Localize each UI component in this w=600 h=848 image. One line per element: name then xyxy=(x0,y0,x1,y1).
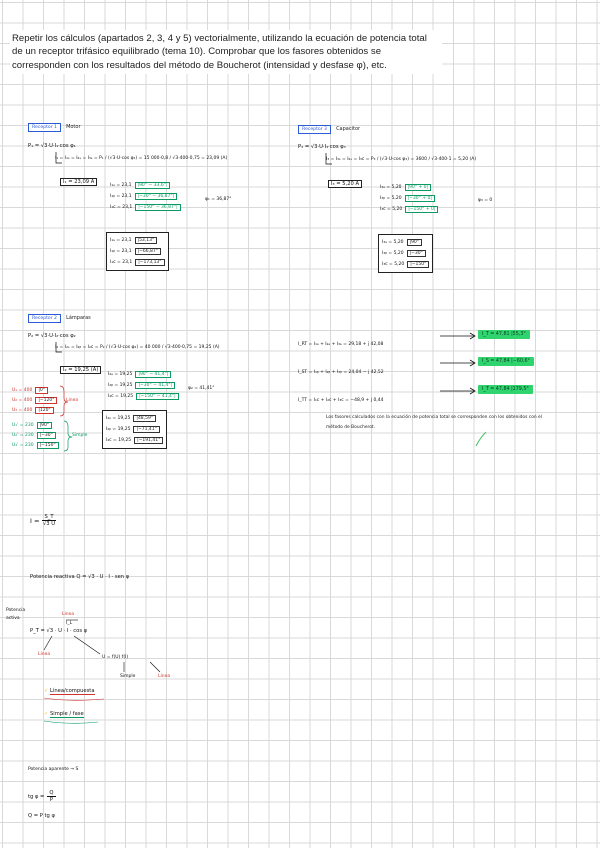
voltage-angle: |−120° xyxy=(35,397,57,404)
active-power-formula: P_T = √3 · U · I · cos φ xyxy=(30,628,88,634)
phasor-angle: |−30° − 36,87°| xyxy=(135,193,178,200)
voltage-name: U₁' = 230 xyxy=(12,422,34,428)
current-formula-num: S_T xyxy=(44,514,54,520)
phasor-angle: |−150° − 41,4°| xyxy=(136,393,179,400)
receptor-1-current-formula: I₁ = I₁ₛ = I₂ₛ = I₃ₛ = P₁ / (√3·U·cos φ₁) = 15 000·0,8 / √3·400·0,75 = 23,09 (A) xyxy=(55,156,228,161)
voltage-angle: |−150° xyxy=(37,442,59,449)
phasor-name: I₃ₐ = 5,20 xyxy=(380,185,402,190)
voltage-name: U₂' = 230 xyxy=(12,432,34,438)
final-name: I₃ᵦ = 5,20 xyxy=(382,251,404,256)
final-angle: |53,13° xyxy=(135,237,158,244)
receptor-2-label: Lámparas xyxy=(66,315,91,321)
final-name: I₃ₐ = 5,20 xyxy=(382,240,404,245)
phasor-name: I₂ₐ = 19,25 xyxy=(108,372,133,377)
active-note-il: I_L xyxy=(66,621,73,626)
voltage-angle: |0° xyxy=(35,387,48,394)
final-name: I₂ᵦ = 19,25 xyxy=(106,427,131,432)
receptor-2-result: I₂ = 19,25 (A) xyxy=(60,366,101,374)
final-angle: |−191,41° xyxy=(134,437,163,444)
receptor-2-power-formula: P₂ = √3·U·I₂·cos φ₂ xyxy=(28,333,76,339)
voltage-angle: |−30° xyxy=(37,432,56,439)
receptor-2-current-formula: I₂ = I₂ₛ = I₂ᵦ = I₂ᴄ = P₂ / (√3·U·cos φ₂) = 40 000 / √3·400·0,75 = 19,25 (A) xyxy=(55,345,220,350)
voltage-name: U₃ = 400 xyxy=(12,407,33,413)
final-name: I₂ₐ = 19,25 xyxy=(106,416,131,421)
line-brace-label: Línea xyxy=(66,398,79,403)
voltage-angle: |90° xyxy=(37,422,53,429)
tg-den: P xyxy=(49,797,54,803)
final-name: I₁ᵦ = 23,1 xyxy=(110,249,132,254)
phasor-name: I₁ₐ = 23,1 xyxy=(110,183,132,188)
phasor-angle: |−150° − 36,87°| xyxy=(135,204,180,211)
tg-num: Q xyxy=(49,790,54,796)
active-power-label: Potencia activa xyxy=(6,608,26,621)
receptor-1-label: Motor xyxy=(66,124,81,130)
apparent-power: Potencia aparente → S xyxy=(28,767,79,772)
receptor-2-phi-note: φ₂ = 41,41° xyxy=(188,386,215,391)
phasor-angle: |90° − 33,6°| xyxy=(135,182,171,189)
total-result-1: I_T = 47,81 |55,3° xyxy=(478,330,530,339)
check-icon: ✓ xyxy=(44,688,49,694)
total-equation: I_ST = I₁ᵦ + I₂ᵦ + I₃ᵦ = 24,04 − j 42,52 xyxy=(298,370,384,375)
q-equation: Q = P tg φ xyxy=(28,813,55,819)
tg-lhs: tg φ = xyxy=(28,793,45,800)
final-angle: |−150° xyxy=(407,261,429,268)
voltage-name: U₃' = 230 xyxy=(12,442,34,448)
phasor-angle: |90° − 41,4°| xyxy=(135,371,171,378)
active-tree: U = f(U) f(I) xyxy=(102,655,129,660)
receptor-3-result: I₃ = 5,20 A xyxy=(328,180,362,188)
voltage-name: U₁ = 400 xyxy=(12,387,33,393)
active-note-left: Línea xyxy=(38,652,51,657)
voltage-name: U₂ = 400 xyxy=(12,397,33,403)
receptor-3-tag: Receptor 3 xyxy=(298,125,331,134)
total-result-3: I_T = 47,84 |179,5° xyxy=(478,385,533,394)
conclusion-note: Los fasores calculados con la ecuación de potencia total se corresponden con los obtenidos con el método de Boucherot. xyxy=(326,415,542,430)
receptor-1-phi-note: φ₁ = 36,87° xyxy=(205,197,232,202)
voltage-angle: |120° xyxy=(35,407,53,414)
phasor-angle: |−150° + 0| xyxy=(405,206,438,213)
active-linea: Línea xyxy=(158,674,171,679)
current-formula-den: √3 U xyxy=(42,521,55,527)
receptor-1-power-formula: P₁ = √3·U·I₁·cos φ₁ xyxy=(28,143,76,149)
final-name: I₂ᴄ = 19,25 xyxy=(106,438,132,443)
phasor-name: I₃ᴄ = 5,20 xyxy=(380,207,403,212)
phasor-name: I₁ᵦ = 23,1 xyxy=(110,194,132,199)
final-angle: |90° xyxy=(407,239,423,246)
total-equation: I_RT = I₁ₐ + I₂ₐ + I₃ₐ = 29,18 + j 42,08 xyxy=(298,342,384,347)
final-name: I₁ₐ = 23,1 xyxy=(110,238,132,243)
final-angle: |48,59° xyxy=(133,415,156,422)
final-angle: |−30° xyxy=(407,250,426,257)
active-note-linea: Línea xyxy=(62,612,75,617)
final-name: I₁ᴄ = 23,1 xyxy=(110,260,133,265)
phase-brace-label: Simple xyxy=(72,433,88,438)
receptor-3-power-formula: P₃ = √3·U·I₃·cos φ₃ xyxy=(298,144,346,150)
phasor-name: I₂ᵦ = 19,25 xyxy=(108,383,133,388)
receptor-2-tag: Receptor 2 xyxy=(28,314,61,323)
check-text: Línea/compuesta xyxy=(50,688,95,694)
check-text: Simple / fase xyxy=(50,711,84,717)
reactive-power: Potencia reactiva Q = √3 · U · I · sen φ xyxy=(30,574,130,580)
receptor-1-tag: Receptor 1 xyxy=(28,123,61,132)
phasor-angle: |−30° + 0| xyxy=(405,195,435,202)
final-angle: |−66,87° xyxy=(135,248,161,255)
phasor-name: I₁ᴄ = 23,1 xyxy=(110,205,133,210)
final-angle: |−71,41° xyxy=(133,426,159,433)
exercise-statement-text: Repetir los cálculos (apartados 2, 3, 4 y 5) vectorialmente, utilizando la ecuación de potencia total de un receptor trifásico equilibrado (tema 10). Comprobar que los fasores obtenidos se corresponden con los resultados del método de Boucherot (intensidad y desfase φ), etc. xyxy=(12,33,427,71)
receptor-3-label: Capacitor xyxy=(336,126,361,132)
active-simple: Simple xyxy=(120,674,136,679)
final-name: I₃ᴄ = 5,20 xyxy=(382,262,405,267)
receptor-3-current-formula: I₃ = I₃ₛ = I₂ₛ = I₃ᴄ = P₃ / (√3·U·cos φ₃) = 3600 / √3·400·1 = 5,20 (A) xyxy=(326,157,477,162)
check-icon: ✓ xyxy=(44,711,49,717)
final-angle: |−173,13° xyxy=(135,259,164,266)
total-equation: I_TT = I₁ᴄ + I₂ᴄ + I₃ᴄ = −48,9 + j 0,44 xyxy=(298,398,384,403)
receptor-3-phi-note: φ₃ = 0 xyxy=(478,198,493,203)
total-result-2: I_S = 47,84 |−60,6° xyxy=(478,357,534,366)
phasor-angle: |90° + 0| xyxy=(405,184,432,191)
phasor-angle: |−30° − 41,4°| xyxy=(135,382,175,389)
receptor-1-result: I₁ = 23,09 A xyxy=(60,178,97,186)
current-formula-lhs: I = xyxy=(30,516,40,525)
phasor-name: I₃ᵦ = 5,20 xyxy=(380,196,402,201)
phasor-name: I₂ᴄ = 19,25 xyxy=(108,394,134,399)
